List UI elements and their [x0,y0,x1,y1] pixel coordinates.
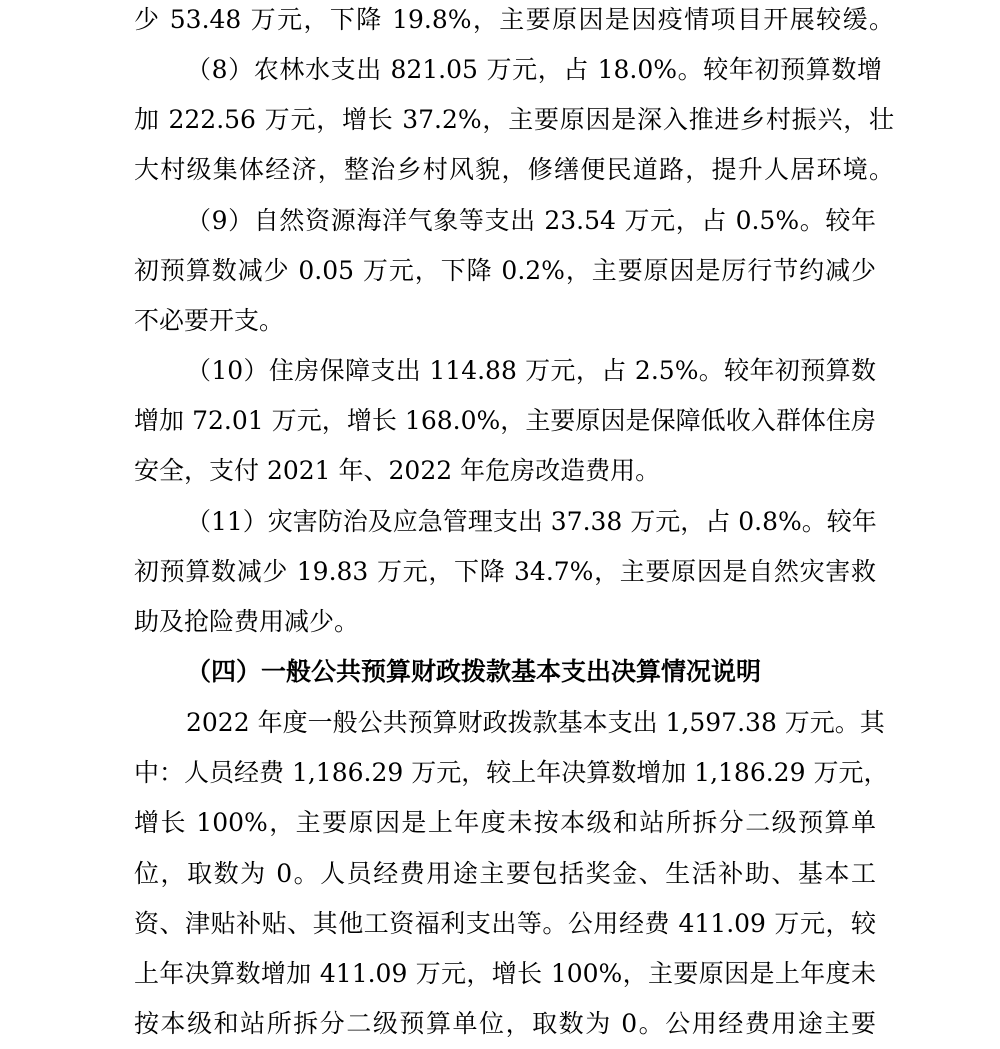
text-line: （10）住房保障支出 114.88 万元，占 2.5%。较年初预算数 [186,356,876,385]
text-line: 初预算数减少 19.83 万元，下降 34.7%，主要原因是自然灾害救 [134,557,876,586]
text-line: （9）自然资源海洋气象等支出 23.54 万元，占 0.5%。较年 [186,206,876,235]
text-line: 少 53.48 万元，下降 19.8%，主要原因是因疫情项目开展较缓。 [134,5,894,34]
text-line: （11）灾害防治及应急管理支出 37.38 万元，占 0.8%。较年 [186,507,877,536]
text-line: 增长 100%，主要原因是上年度未按本级和站所拆分二级预算单 [134,808,876,837]
text-line: 2022 年度一般公共预算财政拨款基本支出 1,597.38 万元。其 [186,708,885,737]
text-line: （8）农林水支出 821.05 万元，占 18.0%。较年初预算数增 [186,55,882,84]
text-line: 按本级和站所拆分二级预算单位，取数为 0。公用经费用途主要 [134,1009,876,1038]
text-line: 资、津贴补贴、其他工资福利支出等。公用经费 411.09 万元，较 [134,909,876,938]
text-line: 中：人员经费 1,186.29 万元，较上年决算数增加 1,186.29 万元， [134,758,889,787]
text-line: 增加 72.01 万元，增长 168.0%，主要原因是保障低收入群体住房 [134,406,876,435]
text-line: 大村级集体经济，整治乡村风貌，修缮便民道路，提升人居环境。 [134,155,894,184]
section-heading: （四）一般公共预算财政拨款基本支出决算情况说明 [186,657,762,686]
text-line: 初预算数减少 0.05 万元，下降 0.2%，主要原因是厉行节约减少 [134,256,876,285]
text-line: 上年决算数增加 411.09 万元，增长 100%，主要原因是上年度未 [134,959,876,988]
text-line: 加 222.56 万元，增长 37.2%，主要原因是深入推进乡村振兴，壮 [134,105,894,134]
text-line: 位，取数为 0。人员经费用途主要包括奖金、生活补助、基本工 [134,859,876,888]
text-line: 助及抢险费用减少。 [134,607,360,636]
text-line: 安全，支付 2021 年、2022 年危房改造费用。 [134,456,661,485]
text-line: 不必要开支。 [134,306,285,335]
